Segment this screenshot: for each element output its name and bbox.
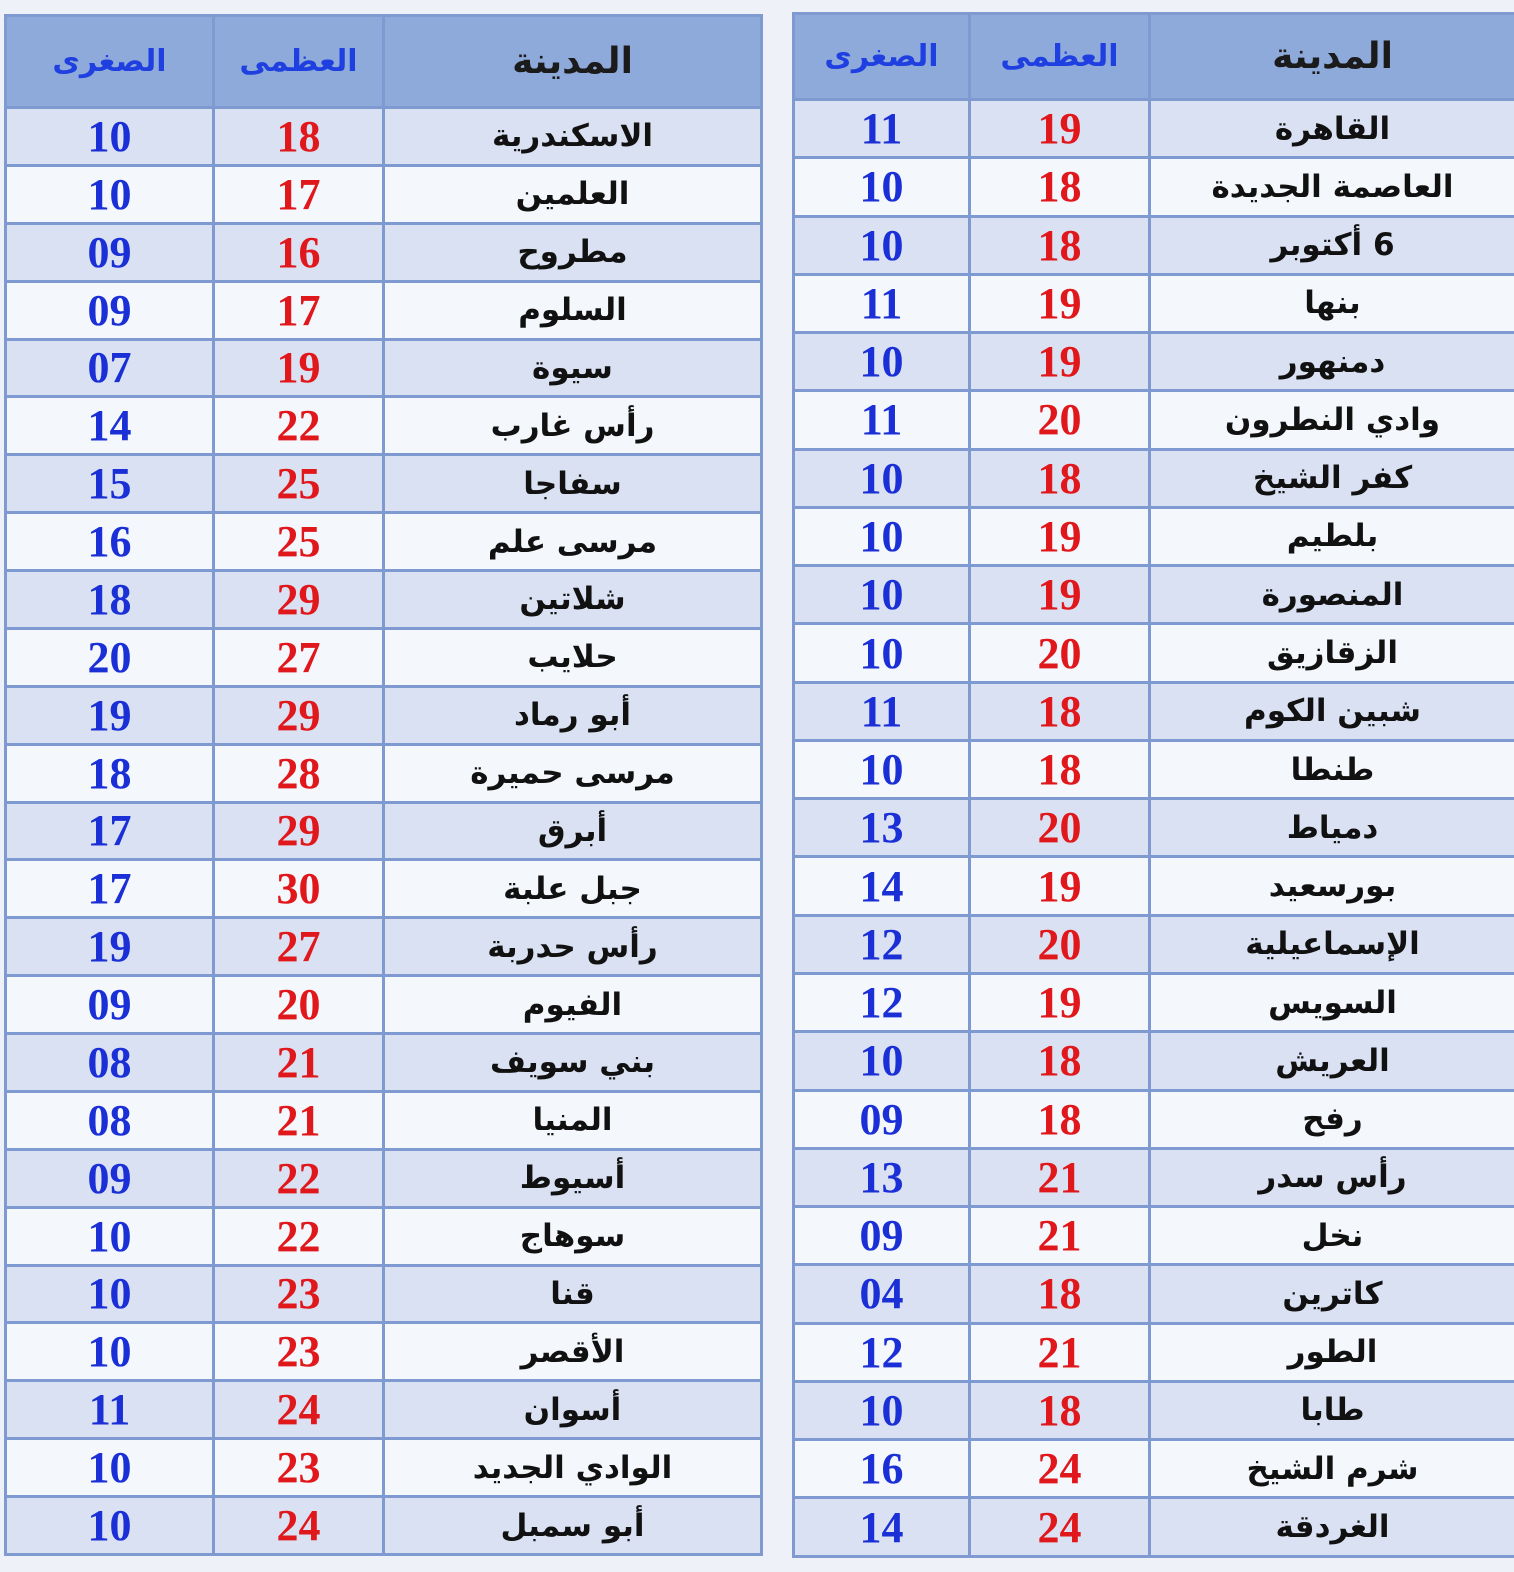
max-temp-cell: 18 (970, 216, 1150, 274)
min-temp-cell: 10 (6, 1265, 214, 1323)
min-temp-cell: 10 (6, 1323, 214, 1381)
table-row (6, 918, 762, 976)
city-cell: شبين الكوم (1150, 682, 1514, 740)
min-temp-cell: 10 (794, 333, 970, 391)
max-temp-cell: 24 (970, 1498, 1150, 1557)
city-cell: أسوان (384, 1381, 762, 1439)
max-temp-cell: 22 (214, 1149, 384, 1207)
max-temp-cell: 19 (970, 857, 1150, 915)
city-column-header: المدينة (384, 16, 762, 108)
min-temp-cell: 10 (6, 1439, 214, 1497)
max-temp-cell: 20 (214, 976, 384, 1034)
city-cell: الأقصر (384, 1323, 762, 1381)
table-row (6, 1207, 762, 1265)
table-row (6, 397, 762, 455)
city-cell: العلمين (384, 165, 762, 223)
min-temp-cell: 19 (6, 686, 214, 744)
max-temp-cell: 24 (214, 1497, 384, 1555)
table-row (6, 1091, 762, 1149)
min-temp-cell: 12 (794, 1323, 970, 1381)
min-temp-cell: 11 (794, 274, 970, 332)
max-temp-cell: 21 (970, 1207, 1150, 1265)
table-row (794, 100, 1514, 158)
table-row (6, 1497, 762, 1555)
max-temp-cell: 25 (214, 455, 384, 513)
max-temp-cell: 21 (214, 1034, 384, 1092)
max-temp-cell: 20 (970, 799, 1150, 857)
city-cell: شرم الشيخ (1150, 1440, 1514, 1498)
min-temp-cell: 16 (794, 1440, 970, 1498)
min-temp-cell: 07 (6, 339, 214, 397)
table-row (794, 158, 1514, 216)
city-cell: 6 أكتوبر (1150, 216, 1514, 274)
city-cell: طنطا (1150, 740, 1514, 798)
table-row (794, 1440, 1514, 1498)
table-row (6, 339, 762, 397)
max-temp-cell: 17 (214, 165, 384, 223)
city-cell: رأس سدر (1150, 1148, 1514, 1206)
city-column-header: المدينة (1150, 14, 1514, 100)
city-cell: كفر الشيخ (1150, 449, 1514, 507)
min-temp-cell: 10 (794, 740, 970, 798)
max-temp-cell: 18 (970, 1032, 1150, 1090)
city-cell: نخل (1150, 1207, 1514, 1265)
max-temp-cell: 19 (970, 100, 1150, 158)
table-row (794, 566, 1514, 624)
table-row (794, 1148, 1514, 1206)
min-temp-cell: 10 (794, 216, 970, 274)
table-row (6, 1323, 762, 1381)
city-cell: مرسى حميرة (384, 744, 762, 802)
table-row (6, 223, 762, 281)
min-temp-cell: 10 (794, 507, 970, 565)
city-cell: المنيا (384, 1091, 762, 1149)
min-temp-cell: 10 (794, 449, 970, 507)
city-cell: طابا (1150, 1381, 1514, 1439)
city-cell: سوهاج (384, 1207, 762, 1265)
city-cell: بلطيم (1150, 507, 1514, 565)
max-temp-cell: 18 (970, 740, 1150, 798)
min-temp-cell: 11 (6, 1381, 214, 1439)
min-temp-cell: 14 (6, 397, 214, 455)
table-row (6, 686, 762, 744)
max-temp-cell: 23 (214, 1323, 384, 1381)
city-cell: شلاتين (384, 571, 762, 629)
max-temp-cell: 22 (214, 1207, 384, 1265)
table-row (794, 391, 1514, 449)
min-temp-cell: 11 (794, 391, 970, 449)
city-cell: جبل علبة (384, 860, 762, 918)
min-temp-cell: 12 (794, 973, 970, 1031)
table-row (794, 1207, 1514, 1265)
max-temp-cell: 29 (214, 802, 384, 860)
city-cell: مرسى علم (384, 513, 762, 571)
min-temp-cell: 14 (794, 857, 970, 915)
min-temp-cell: 19 (6, 918, 214, 976)
max-temp-cell: 21 (214, 1091, 384, 1149)
city-cell: العاصمة الجديدة (1150, 158, 1514, 216)
table-row (794, 1032, 1514, 1090)
min-temp-cell: 10 (6, 1497, 214, 1555)
max-temp-cell: 19 (970, 566, 1150, 624)
city-cell: رفح (1150, 1090, 1514, 1148)
min-temp-cell: 09 (6, 1149, 214, 1207)
min-temp-cell: 13 (794, 799, 970, 857)
table-row (794, 1265, 1514, 1323)
max-temp-cell: 29 (214, 571, 384, 629)
min-temp-cell: 10 (6, 1207, 214, 1265)
table-row (794, 973, 1514, 1031)
min-temp-cell: 10 (6, 108, 214, 166)
min-temp-cell: 18 (6, 744, 214, 802)
min-temp-cell: 12 (794, 915, 970, 973)
city-cell: بنها (1150, 274, 1514, 332)
table-row (794, 857, 1514, 915)
city-cell: دمنهور (1150, 333, 1514, 391)
city-cell: رأس حدربة (384, 918, 762, 976)
max-temp-cell: 18 (970, 1090, 1150, 1148)
city-cell: السويس (1150, 973, 1514, 1031)
city-cell: أبو سمبل (384, 1497, 762, 1555)
max-temp-cell: 27 (214, 628, 384, 686)
min-temp-cell: 09 (6, 223, 214, 281)
min-temp-cell: 09 (794, 1207, 970, 1265)
city-cell: الوادي الجديد (384, 1439, 762, 1497)
max-temp-cell: 16 (214, 223, 384, 281)
min-temp-cell: 04 (794, 1265, 970, 1323)
max-temp-cell: 18 (970, 1265, 1150, 1323)
city-cell: رأس غارب (384, 397, 762, 455)
max-temp-cell: 18 (970, 682, 1150, 740)
table-row (6, 513, 762, 571)
max-temp-column-header: العظمى (970, 14, 1150, 100)
temperature-table-right (792, 12, 1514, 1558)
max-temp-cell: 18 (214, 108, 384, 166)
table-row (794, 333, 1514, 391)
min-temp-cell: 09 (6, 281, 214, 339)
min-temp-cell: 10 (6, 165, 214, 223)
min-temp-cell: 10 (794, 624, 970, 682)
table-row (6, 1149, 762, 1207)
table-row (794, 449, 1514, 507)
city-cell: الغردقة (1150, 1498, 1514, 1557)
max-temp-cell: 18 (970, 449, 1150, 507)
min-temp-cell: 08 (6, 1034, 214, 1092)
max-temp-cell: 20 (970, 915, 1150, 973)
city-cell: الاسكندرية (384, 108, 762, 166)
max-temp-cell: 30 (214, 860, 384, 918)
table-row (6, 1439, 762, 1497)
max-temp-cell: 22 (214, 397, 384, 455)
max-temp-cell: 17 (214, 281, 384, 339)
min-temp-cell: 10 (794, 1032, 970, 1090)
city-cell: دمياط (1150, 799, 1514, 857)
table-header-row (794, 14, 1514, 100)
table-row (794, 799, 1514, 857)
temperature-table-left (4, 14, 763, 1556)
max-temp-column-header: العظمى (214, 16, 384, 108)
city-cell: أبو رماد (384, 686, 762, 744)
min-temp-cell: 08 (6, 1091, 214, 1149)
min-temp-cell: 16 (6, 513, 214, 571)
max-temp-cell: 24 (970, 1440, 1150, 1498)
min-temp-cell: 10 (794, 566, 970, 624)
city-cell: مطروح (384, 223, 762, 281)
max-temp-cell: 19 (970, 507, 1150, 565)
max-temp-cell: 19 (970, 973, 1150, 1031)
min-temp-cell: 11 (794, 100, 970, 158)
table-row (6, 744, 762, 802)
city-cell: بورسعيد (1150, 857, 1514, 915)
city-cell: المنصورة (1150, 566, 1514, 624)
city-cell: حلايب (384, 628, 762, 686)
min-temp-cell: 10 (794, 1381, 970, 1439)
min-temp-cell: 13 (794, 1148, 970, 1206)
max-temp-cell: 19 (970, 274, 1150, 332)
table-row (6, 1381, 762, 1439)
max-temp-cell: 20 (970, 391, 1150, 449)
table-row (794, 507, 1514, 565)
min-temp-cell: 18 (6, 571, 214, 629)
max-temp-cell: 21 (970, 1148, 1150, 1206)
max-temp-cell: 27 (214, 918, 384, 976)
max-temp-cell: 23 (214, 1265, 384, 1323)
table-row (6, 455, 762, 513)
table-row (794, 1381, 1514, 1439)
max-temp-cell: 24 (214, 1381, 384, 1439)
max-temp-cell: 21 (970, 1323, 1150, 1381)
city-cell: قنا (384, 1265, 762, 1323)
table-header-row (6, 16, 762, 108)
table-row (6, 976, 762, 1034)
min-temp-cell: 11 (794, 682, 970, 740)
table-row (794, 1323, 1514, 1381)
min-temp-cell: 09 (794, 1090, 970, 1148)
city-cell: سفاجا (384, 455, 762, 513)
city-cell: الفيوم (384, 976, 762, 1034)
table-row (794, 740, 1514, 798)
table-row (794, 216, 1514, 274)
min-temp-column-header: الصغرى (6, 16, 214, 108)
city-cell: وادي النطرون (1150, 391, 1514, 449)
table-row (794, 682, 1514, 740)
min-temp-cell: 09 (6, 976, 214, 1034)
table-row (6, 1034, 762, 1092)
city-cell: أسيوط (384, 1149, 762, 1207)
table-row (794, 1498, 1514, 1557)
max-temp-cell: 20 (970, 624, 1150, 682)
city-cell: أبرق (384, 802, 762, 860)
city-cell: كاترين (1150, 1265, 1514, 1323)
city-cell: القاهرة (1150, 100, 1514, 158)
min-temp-cell: 15 (6, 455, 214, 513)
city-cell: الزقازيق (1150, 624, 1514, 682)
table-row (6, 571, 762, 629)
table-row (6, 802, 762, 860)
city-cell: العريش (1150, 1032, 1514, 1090)
max-temp-cell: 28 (214, 744, 384, 802)
max-temp-cell: 19 (970, 333, 1150, 391)
min-temp-cell: 17 (6, 860, 214, 918)
min-temp-cell: 10 (794, 158, 970, 216)
table-row (794, 624, 1514, 682)
table-row (6, 108, 762, 166)
city-cell: الطور (1150, 1323, 1514, 1381)
table-row (6, 860, 762, 918)
city-cell: بني سويف (384, 1034, 762, 1092)
table-row (6, 1265, 762, 1323)
max-temp-cell: 29 (214, 686, 384, 744)
min-temp-column-header: الصغرى (794, 14, 970, 100)
min-temp-cell: 20 (6, 628, 214, 686)
max-temp-cell: 18 (970, 158, 1150, 216)
max-temp-cell: 19 (214, 339, 384, 397)
table-row (6, 281, 762, 339)
min-temp-cell: 17 (6, 802, 214, 860)
max-temp-cell: 25 (214, 513, 384, 571)
table-row (6, 628, 762, 686)
city-cell: السلوم (384, 281, 762, 339)
max-temp-cell: 18 (970, 1381, 1150, 1439)
table-row (794, 1090, 1514, 1148)
table-row (794, 274, 1514, 332)
table-row (6, 165, 762, 223)
city-cell: الإسماعيلية (1150, 915, 1514, 973)
max-temp-cell: 23 (214, 1439, 384, 1497)
table-row (794, 915, 1514, 973)
min-temp-cell: 14 (794, 1498, 970, 1557)
city-cell: سيوة (384, 339, 762, 397)
